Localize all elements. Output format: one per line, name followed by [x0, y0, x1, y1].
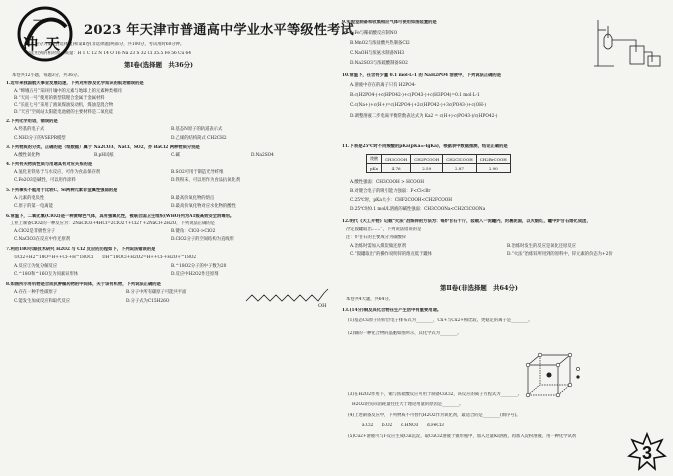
q5-option-b: B.最高价氧化物的熔点 — [171, 196, 215, 201]
q7-option-d: D.反应中H2O2作还原剂 — [171, 272, 219, 277]
pka-table-value-row — [367, 164, 511, 173]
q2-option-c: C.NH3分子的VSEPR模型 — [14, 136, 66, 141]
q8-option-a: A.存在一种手性碳原子 — [14, 290, 58, 295]
q7-stem-line-1: 7.利用18O示踪技术研究 H2O2 与 Cl2 反应的历程如下，下列说法错误的是 — [6, 247, 156, 252]
pka-table — [366, 154, 511, 173]
page-number-badge — [627, 432, 667, 472]
pka-value-cell: 2.87 — [443, 164, 477, 173]
svg-text:OH: OH — [318, 303, 327, 309]
q8-stem: 8.如图所示有机物是合成抗肿瘤药物的中间体，关于该有机物，下列说法正确的是 — [6, 282, 161, 287]
q9-option-b: B.MnO2与浓盐酸共热制备Cl2 — [350, 41, 410, 46]
page-number: 3 — [641, 443, 653, 463]
logo-char-3: 天 — [45, 35, 61, 53]
section2-note: 本卷共4大题，共64分。 — [346, 297, 393, 302]
q5-option-a: A.元素的电负性 — [14, 196, 45, 201]
q9-option-c: C.NaOH与浓氨水制备NH3 — [350, 51, 405, 56]
q5-stem: 5.下列事实不能用于比较C、Si两种元素非金属性强弱的是 — [6, 188, 118, 193]
q6-option-c: C.NaClO3在反应中作还原剂 — [14, 237, 71, 242]
q7-option-a: A.反应①为复分解反应 — [14, 264, 58, 269]
q13-line-7: a.Cl2 b.O2 c.HNO3 d.FeCl3 — [362, 423, 444, 428]
q8-molecule-structure — [244, 285, 330, 309]
pka-header-cell: CH3COOH — [382, 155, 411, 164]
q12-option-a: A.冶炼时需加入煤炭做还原剂 — [350, 244, 407, 249]
q11-option-b: B.对键合电子的吸引能力强弱：F<Cl<Br — [350, 189, 431, 194]
q12-stem-line-1: 12.明代《天工开物》记载“火法”冶炼锌的方法为：每炉甘石十斤，装载入一泥罐内，封裹泥固，以火煅红，罐中炉甘石熔化成团， — [342, 219, 591, 224]
q1-option-c: C.“长征七号”采用了液氧煤油发动机，煤油是混合物 — [14, 103, 114, 108]
q1-option-b: B.“天问一号”使用的新型镁锂合金属于金属材料 — [14, 96, 105, 101]
q13-crystal-cell-diagram — [518, 345, 590, 405]
q4-option-d: D.铁粉末，可以用作为食品抗氧化剂 — [171, 178, 241, 183]
q7-option-b: B.^18O2分子的中子数为20 — [171, 264, 227, 269]
section1-title: 第Ⅰ卷(选择题 共36分) — [124, 61, 194, 69]
q4-option-a: A.氢化亚铁易于与水反应，可作为食品保存剂 — [14, 170, 101, 175]
left-column — [6, 0, 354, 476]
q10-option-b: B.c(H2PO4-)+c(HPO42-)+c(PO43-)+c(H3PO4)=0.1 mol·L-1 — [350, 93, 480, 98]
q13-line-4: (3)在H2O2作用下，铜与浓盐酸反应可用于制备CuCl2，该反应的离子方程式为________。 — [348, 392, 523, 397]
q3-option-c: C.碱 — [171, 153, 180, 158]
q4-option-c: C.Fe2O3是碱性，可以用作涂料 — [14, 178, 76, 183]
q9-apparatus-diagram — [592, 16, 664, 70]
exam-title: 2023 年天津市普通高中学业水平等级性考试 — [84, 23, 354, 38]
q13-line-3: (2)铜的一种化合物的晶胞如图所示，其化学式为________。 — [348, 331, 462, 336]
q11-option-d: D.25℃时0.1 mol/L溶液的碱性强弱：CH3COONa<CH2ClCOONa — [350, 207, 486, 212]
q11-stem: 11.下表是25℃时不同羧酸的pKa(pKa=-lgKa)，根据表中数据推测，结论正确的是 — [342, 144, 508, 149]
logo-char-2: 冲 — [23, 35, 39, 53]
section2-title: 第Ⅱ卷(非选择题 共64分) — [440, 284, 518, 292]
q12-stem-line-3: 注：炉甘石的主要成分为碳酸锌 — [346, 235, 407, 240]
q12-option-b: B.冶炼时发生的反应是氧化还原反应 — [507, 244, 576, 249]
q7-option-c: C.^18O和^16O互为同素异形体 — [14, 272, 79, 277]
q3-option-a: A.酸性氧化物 — [14, 153, 40, 158]
q6-option-a: A.ClO2是非极性分子 — [14, 229, 56, 234]
instruction-line-2: 可能用到的相对原子质量：H 1 C 12 N 14 O 16 Na 23 S 32 Cl 35.5 Fe 56 Cu 64 — [26, 51, 191, 56]
q1-stem: 1.近年来我国航天事业发展迅速，下列对所涉及化学知识的叙述错误的是 — [6, 81, 144, 86]
pka-header-cell: 羧酸 — [367, 155, 382, 164]
q3-option-b: B.pH试纸 — [94, 153, 114, 158]
q2-option-b: B.基态N原子的轨道表示式 — [171, 127, 223, 132]
q12-stem-line-2: 冷定毁罐取出……”，下列说法错误的是 — [346, 227, 422, 232]
q6-option-b: B.键角：ClO3->ClO2 — [171, 229, 216, 234]
q7-stem-line-2: ①Cl2+H2^18O=H++Cl-+H^18OCl ②H^18OCl+H2O2=H++Cl-+H2O+^18O2 — [14, 255, 197, 260]
q9-option-a: A.Fe与稀硝酸反应制NO — [350, 31, 398, 36]
q5-option-d: D.最高价氧化物对应水化物的酸性 — [171, 204, 236, 209]
q10-option-d: D.调整溶液二步电离平衡常数表达式为 Ka2 = c(H+)·c(PO43-)/c(HPO42-) — [350, 114, 498, 119]
instruction-line-1: 本试卷分为第Ⅰ卷(选择题)和第Ⅱ卷(非选择题)两部分，共100分，考试用时60分钟。 — [26, 42, 185, 47]
q8-option-b: B.分子中所有碳原子可能共平面 — [126, 290, 187, 295]
q13-line-6: (4)上述制备反应中，下列物质不可替代H2O2作为氧化剂，最适合的是________(填序号)。 — [348, 413, 521, 418]
q13-line-8: (5)Cu2+溶液可与I-反应生成CuI沉淀，取CuCl2溶液于锥形瓶中，加入过量KI溶液，再加入淀粉溶液，用一种化学试剂 — [348, 434, 577, 439]
q8-option-d: D.分子式为C15H26O — [126, 299, 170, 304]
q3-stem: 3.下列物质的分类，正确的是（组数据）属于 Na2CO3、NaCl、SO2，亦 BaCl2 两种物质分别是 — [6, 145, 200, 150]
pka-table-header-row — [367, 155, 511, 164]
q12-option-c: C.“毁罐取出”的操作说明锌的熔点低于罐体 — [350, 252, 432, 257]
pka-header-cell: CH2ClCOOH — [443, 155, 477, 164]
q10-option-c: C.c(Na+)+c(H+)=c(H2PO4-)+2c(HPO42-)+3c(PO43-)+c(OH-) — [350, 103, 487, 108]
pka-header-cell: CH2FCOOH — [411, 155, 443, 164]
q6-stem-line-2: 工业上制备ClO2的一种反应为：2NaClO3+4HCl=2ClO2↑+Cl2↑+2NaCl+2H2O，下列说法正确的是 — [10, 221, 215, 226]
q12-option-d: D.“火法”冶炼锌所用到的原料中，锌元素的价态为+2价 — [507, 252, 613, 257]
q1-option-a: A.“嫦娥五号”采回月壤中的元素与地球上的元素种类相同 — [14, 89, 122, 94]
q4-stem: 4.下列有关物质性质与用途具有对应关系的是 — [6, 162, 93, 167]
q2-option-a: A.羟基的电子式 — [14, 127, 45, 132]
pka-header-cell: CH2BrCOOH — [476, 155, 510, 164]
q13-line-2: (1)基态Cu原子的价层电子排布式为________，Cu+与Cu2+相比较，更稳定的离子是________。 — [348, 318, 533, 323]
q2-option-d: D.乙烯的结构简式 CH2CH2 — [171, 136, 227, 141]
q1-option-d: D.“天宫”空间站太阳能电池板的主要材料是二氧化硅 — [14, 110, 114, 115]
right-column — [342, 0, 668, 476]
q13-line-5: H2O2的实际消耗量往往大于理论用量的原因是________。 — [352, 402, 464, 407]
q10-stem: 10.常温下，在含有少量 0.1 mol·L-1 的 NaH2PO4 溶液中，下列说法正确的是 — [342, 73, 502, 78]
section1-note: 本卷共12小题，每题3分，共36分。 — [12, 73, 82, 78]
q10-option-a: A.溶液中存在的离子只有 H2PO4- — [350, 83, 416, 88]
pka-row-label: pKa — [367, 164, 382, 173]
q6-stem-line-1: 6.常温下，二氧化氯(ClO2)是一种黄绿色气体，具有强氧化性，被联合国卫生组织(WHO)列为A1级高效安全消毒剂。 — [6, 214, 235, 219]
q9-stem: 9.实验室制备和收集相应气体可使用如图装置的是 — [342, 20, 437, 25]
q6-option-d: D.ClO2分子的空间结构为直线形 — [171, 237, 234, 242]
q8-option-c: C.能发生加成反应和取代反应 — [14, 299, 71, 304]
pka-value-cell: 2.90 — [476, 164, 510, 173]
q5-option-c: C.原子的第一电离能 — [14, 204, 53, 209]
q3-option-d: D.Na2SO4 — [251, 153, 274, 158]
q4-option-b: B.SO2可用于制造光导纤维 — [171, 170, 224, 175]
pka-value-cell: 2.59 — [411, 164, 443, 173]
q2-stem: 2.下列化学用语，错误的是 — [6, 119, 58, 124]
q13-line-1: 13.(14分)铜及其化合物在生产生活中有重要用途。 — [342, 308, 442, 313]
q11-option-c: C.25℃时，pKa大小：CHF2COOH<CH2FCOOH — [350, 198, 453, 203]
pka-value-cell: 4.76 — [382, 164, 411, 173]
q11-option-a: A.酸性强弱：CH3COOH > HCOOH — [350, 180, 424, 185]
logo-char-1: 一 — [33, 14, 46, 28]
q9-option-d: D.Na2SO3与浓硫酸制备SO2 — [350, 61, 408, 66]
